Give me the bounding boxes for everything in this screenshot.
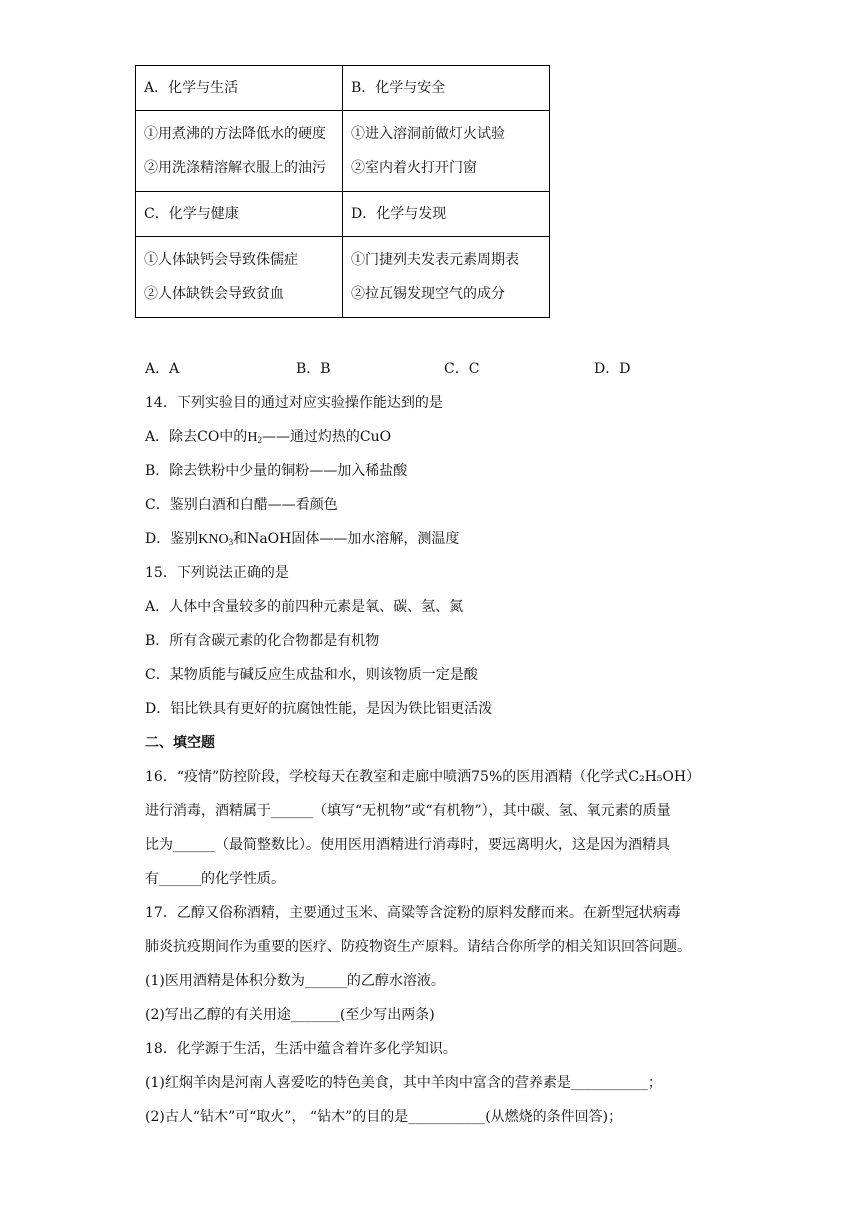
q14-option-d [145,528,459,548]
q14-stem: 14．下列实验目的通过对应实验操作能达到的是 [145,395,443,411]
q17-line: (1)医用酒精是体积分数为______的乙醇水溶液。 [145,973,445,989]
q14-option-a [145,426,391,446]
h2-formula: $H_2$ [247,430,262,445]
cell-d-item: ②拉瓦锡发现空气的成分 [351,286,505,302]
q14-a-pre: A．除去CO中的 [145,429,248,445]
cell-c-item: ①人体缺钙会导致侏儒症 [144,252,298,268]
q17-line: 17．乙醇又俗称酒精，主要通过玉米、高粱等含淀粉的原料发酵而来。在新型冠状病毒 [145,905,681,921]
q13-option-a: A．A [145,361,180,377]
q16-line: 有______的化学性质。 [145,871,285,887]
q17-line: (2)写出乙醇的有关用途_______(至少写出两条) [145,1007,435,1023]
q13-option-c: C．C [444,361,480,377]
q15-option-c: C．某物质能与碱反应生成盐和水，则该物质一定是酸 [145,667,478,683]
q16-line: 16．“疫情”防控阶段，学校每天在教室和走廊中喷洒75%的医用酒精（化学式C₂H₅OH） [145,769,701,785]
cell-c-item: ②人体缺铁会导致贫血 [144,286,284,302]
q14-a-post: ——通过灼热的CuO [261,429,392,445]
cell-a-item: ②用洗涤精溶解衣服上的油污 [144,160,326,176]
q17-line: 肺炎抗疫期间作为重要的医疗、防疫物资生产原料。请结合你所学的相关知识回答问题。 [145,939,691,955]
cell-a-items [136,111,343,192]
cell-c-title: C．化学与健康 [136,192,343,237]
cell-a-title: A．化学与生活 [136,66,343,111]
q13-option-b: B．B [296,361,331,377]
cell-a-item: ①用煮沸的方法降低水的硬度 [144,126,326,142]
section-heading: 二、填空题 [145,735,215,751]
cell-c-items [136,237,343,318]
cell-b-item: ②室内着火打开门窗 [351,160,477,176]
cell-b-items [343,111,550,192]
q16-line: 进行消毒，酒精属于______（填写“无机物”或“有机物”），其中碳、氢、氧元素的质量 [145,803,671,819]
q14-d-pre: D．鉴别 [145,531,199,547]
q15-stem: 15．下列说法正确的是 [145,565,289,581]
q14-d-post: 和NaOH固体——加水溶解，测温度 [233,531,460,547]
q16-line: 比为______（最简整数比）。使用医用酒精进行消毒时，要远离明火，这是因为酒精具 [145,837,670,853]
q13-option-table [135,65,550,318]
q15-option-a: A．人体中含量较多的前四种元素是氧、碳、氢、氮 [145,599,464,615]
kno3-formula: $KNO_3$ [198,532,234,547]
q13-option-d: D．D [594,361,631,377]
q18-line: (1)红焖羊肉是河南人喜爱吃的特色美食，其中羊肉中富含的营养素是___________； [145,1075,662,1091]
cell-b-item: ①进入溶洞前做灯火试验 [351,126,505,142]
q15-option-d: D．铝比铁具有更好的抗腐蚀性能，是因为铁比铝更活泼 [145,701,493,717]
cell-b-title: B．化学与安全 [343,66,550,111]
q14-option-c: C．鉴别白酒和白醋——看颜色 [145,497,338,513]
q18-line: 18．化学源于生活，生活中蕴含着许多化学知识。 [145,1041,457,1057]
q18-line: (2)古人“钻木”可“取火”， “钻木”的目的是___________(从燃烧的条件回答)； [145,1109,623,1125]
cell-d-items [343,237,550,318]
cell-d-item: ①门捷列夫发表元素周期表 [351,252,519,268]
q14-option-b: B．除去铁粉中少量的铜粉——加入稀盐酸 [145,463,408,479]
cell-d-title: D．化学与发现 [343,192,550,237]
q15-option-b: B．所有含碳元素的化合物都是有机物 [145,633,380,649]
